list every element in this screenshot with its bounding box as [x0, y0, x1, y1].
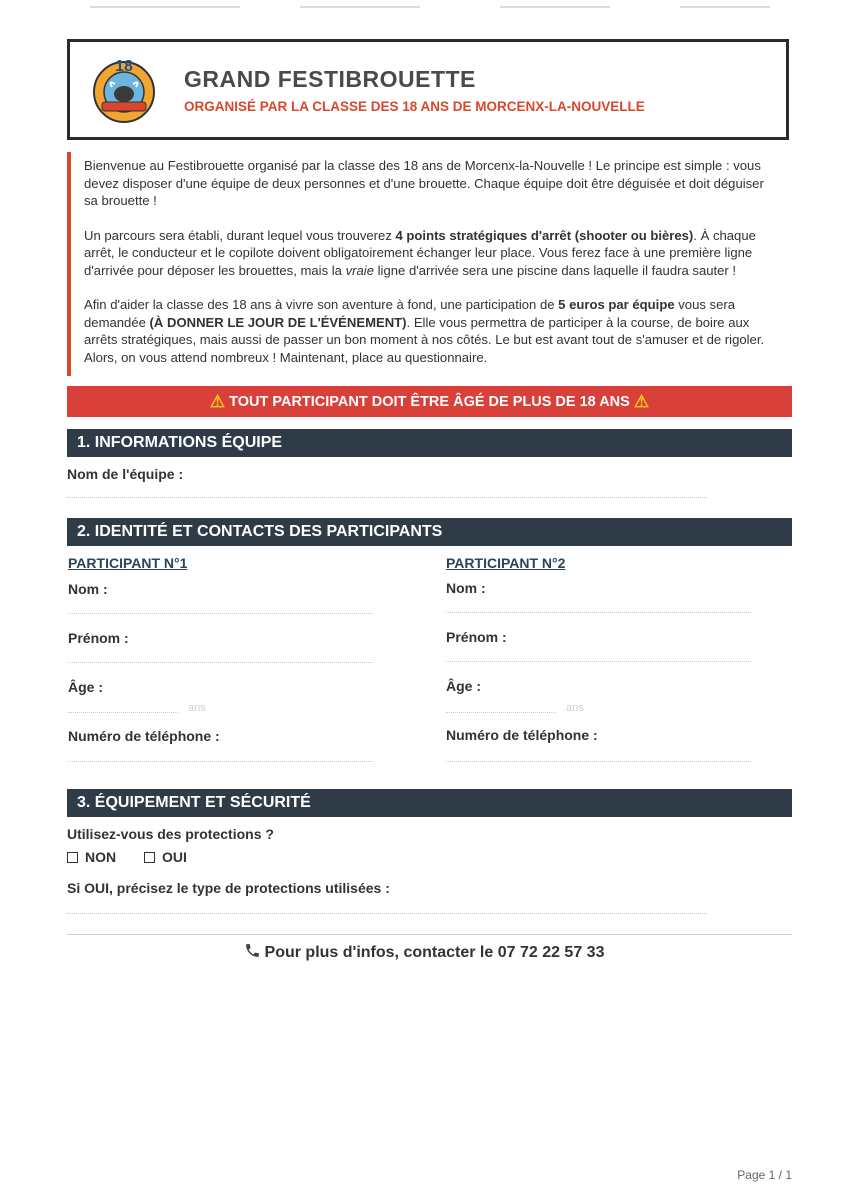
class-logo [88, 54, 160, 126]
option-oui[interactable]: OUI [144, 849, 187, 865]
intro-paragraph-2: Un parcours sera établi, durant lequel vous trouverez 4 points stratégiques d'arrêt (shooter ou bières). À chaque arrêt, le conducteur et le copilote doivent obligatoirement échanger leur place. Vous ferez face à une première ligne d'arrivée pour déposer les brouettes, mais la vraie ligne d'arrivée sera une piscine dans laquelle il faudra sauter ! [84, 227, 756, 278]
page-title: GRAND FESTIBROUETTE [184, 66, 476, 92]
footer-divider [67, 934, 792, 935]
p1-age-suffix: ans [188, 702, 206, 714]
p2-age-field[interactable] [446, 712, 556, 713]
p2-prenom-label: Prénom : [446, 629, 507, 645]
p1-prenom-label: Prénom : [68, 630, 129, 646]
protection-detail-field[interactable] [67, 913, 707, 914]
p2-age-label: Âge : [446, 678, 481, 694]
checkbox-non[interactable] [67, 852, 78, 863]
option-non[interactable]: NON [67, 849, 116, 865]
section-team-info: 1. INFORMATIONS ÉQUIPE [67, 429, 792, 457]
team-name-label: Nom de l'équipe : [67, 466, 184, 482]
page-number: Page 1 / 1 [737, 1168, 792, 1182]
page-subtitle: ORGANISÉ PAR LA CLASSE DES 18 ANS DE MORCENX-LA-NOUVELLE [184, 99, 645, 114]
p1-prenom-field[interactable] [68, 662, 373, 663]
p1-nom-label: Nom : [68, 581, 108, 597]
intro-text [67, 152, 791, 376]
p2-tel-field[interactable] [446, 761, 751, 762]
p1-tel-label: Numéro de téléphone : [68, 728, 220, 744]
warning-text: TOUT PARTICIPANT DOIT ÊTRE ÂGÉ DE PLUS DE 18 ANS [229, 394, 630, 410]
warning-icon: ⚠ [633, 392, 650, 411]
intro-paragraph-3: Afin d'aider la classe des 18 ans à vivre son aventure à fond, une participation de 5 euros par équipe vous sera demandée (À DONNER LE JOUR DE L'ÉVÉNEMENT). Elle vous permettra de participer à la course, de boire aux arrêts stratégiques, mais aussi de passer un bon moment à nos côtés. Le but est avant tout de s'amuser et de rigoler. Alors, on vous attend nombreux ! Maintenant, place au questionnaire. [84, 297, 765, 365]
p2-tel-label: Numéro de téléphone : [446, 727, 598, 743]
participant-2-title: PARTICIPANT N°2 [446, 555, 566, 571]
p2-nom-field[interactable] [446, 612, 751, 613]
participant-1-title: PARTICIPANT N°1 [68, 555, 188, 571]
p1-tel-field[interactable] [68, 761, 373, 762]
team-name-field[interactable] [67, 497, 707, 498]
intro-paragraph-1: Bienvenue au Festibrouette organisé par la classe des 18 ans de Morcenx-la-Nouvelle ! Le principe est simple : vous devez disposer d'une équipe de deux personnes et d'une brouette. Chaque équipe doit être déguisée et doit déguiser sa brouette ! [84, 158, 764, 208]
scan-marks [80, 6, 768, 8]
section-equipment: 3. ÉQUIPEMENT ET SÉCURITÉ [67, 789, 792, 817]
p2-prenom-field[interactable] [446, 661, 751, 662]
contact-info [0, 942, 848, 962]
phone-icon [244, 942, 261, 959]
p2-nom-label: Nom : [446, 580, 486, 596]
protection-question: Utilisez-vous des protections ? [67, 826, 274, 842]
warning-icon: ⚠ [209, 392, 226, 411]
svg-text:18: 18 [115, 58, 133, 75]
age-warning-banner [67, 386, 792, 417]
p2-age-suffix: ans [566, 702, 584, 714]
p1-nom-field[interactable] [68, 613, 373, 614]
protection-detail-label: Si OUI, précisez le type de protections utilisées : [67, 880, 390, 896]
p1-age-label: Âge : [68, 679, 103, 695]
p1-age-field[interactable] [68, 712, 178, 713]
header-box [67, 39, 789, 140]
checkbox-oui[interactable] [144, 852, 155, 863]
contact-text: Pour plus d'infos, contacter le 07 72 22 57 33 [264, 944, 605, 961]
section-participants: 2. IDENTITÉ ET CONTACTS DES PARTICIPANTS [67, 518, 792, 546]
